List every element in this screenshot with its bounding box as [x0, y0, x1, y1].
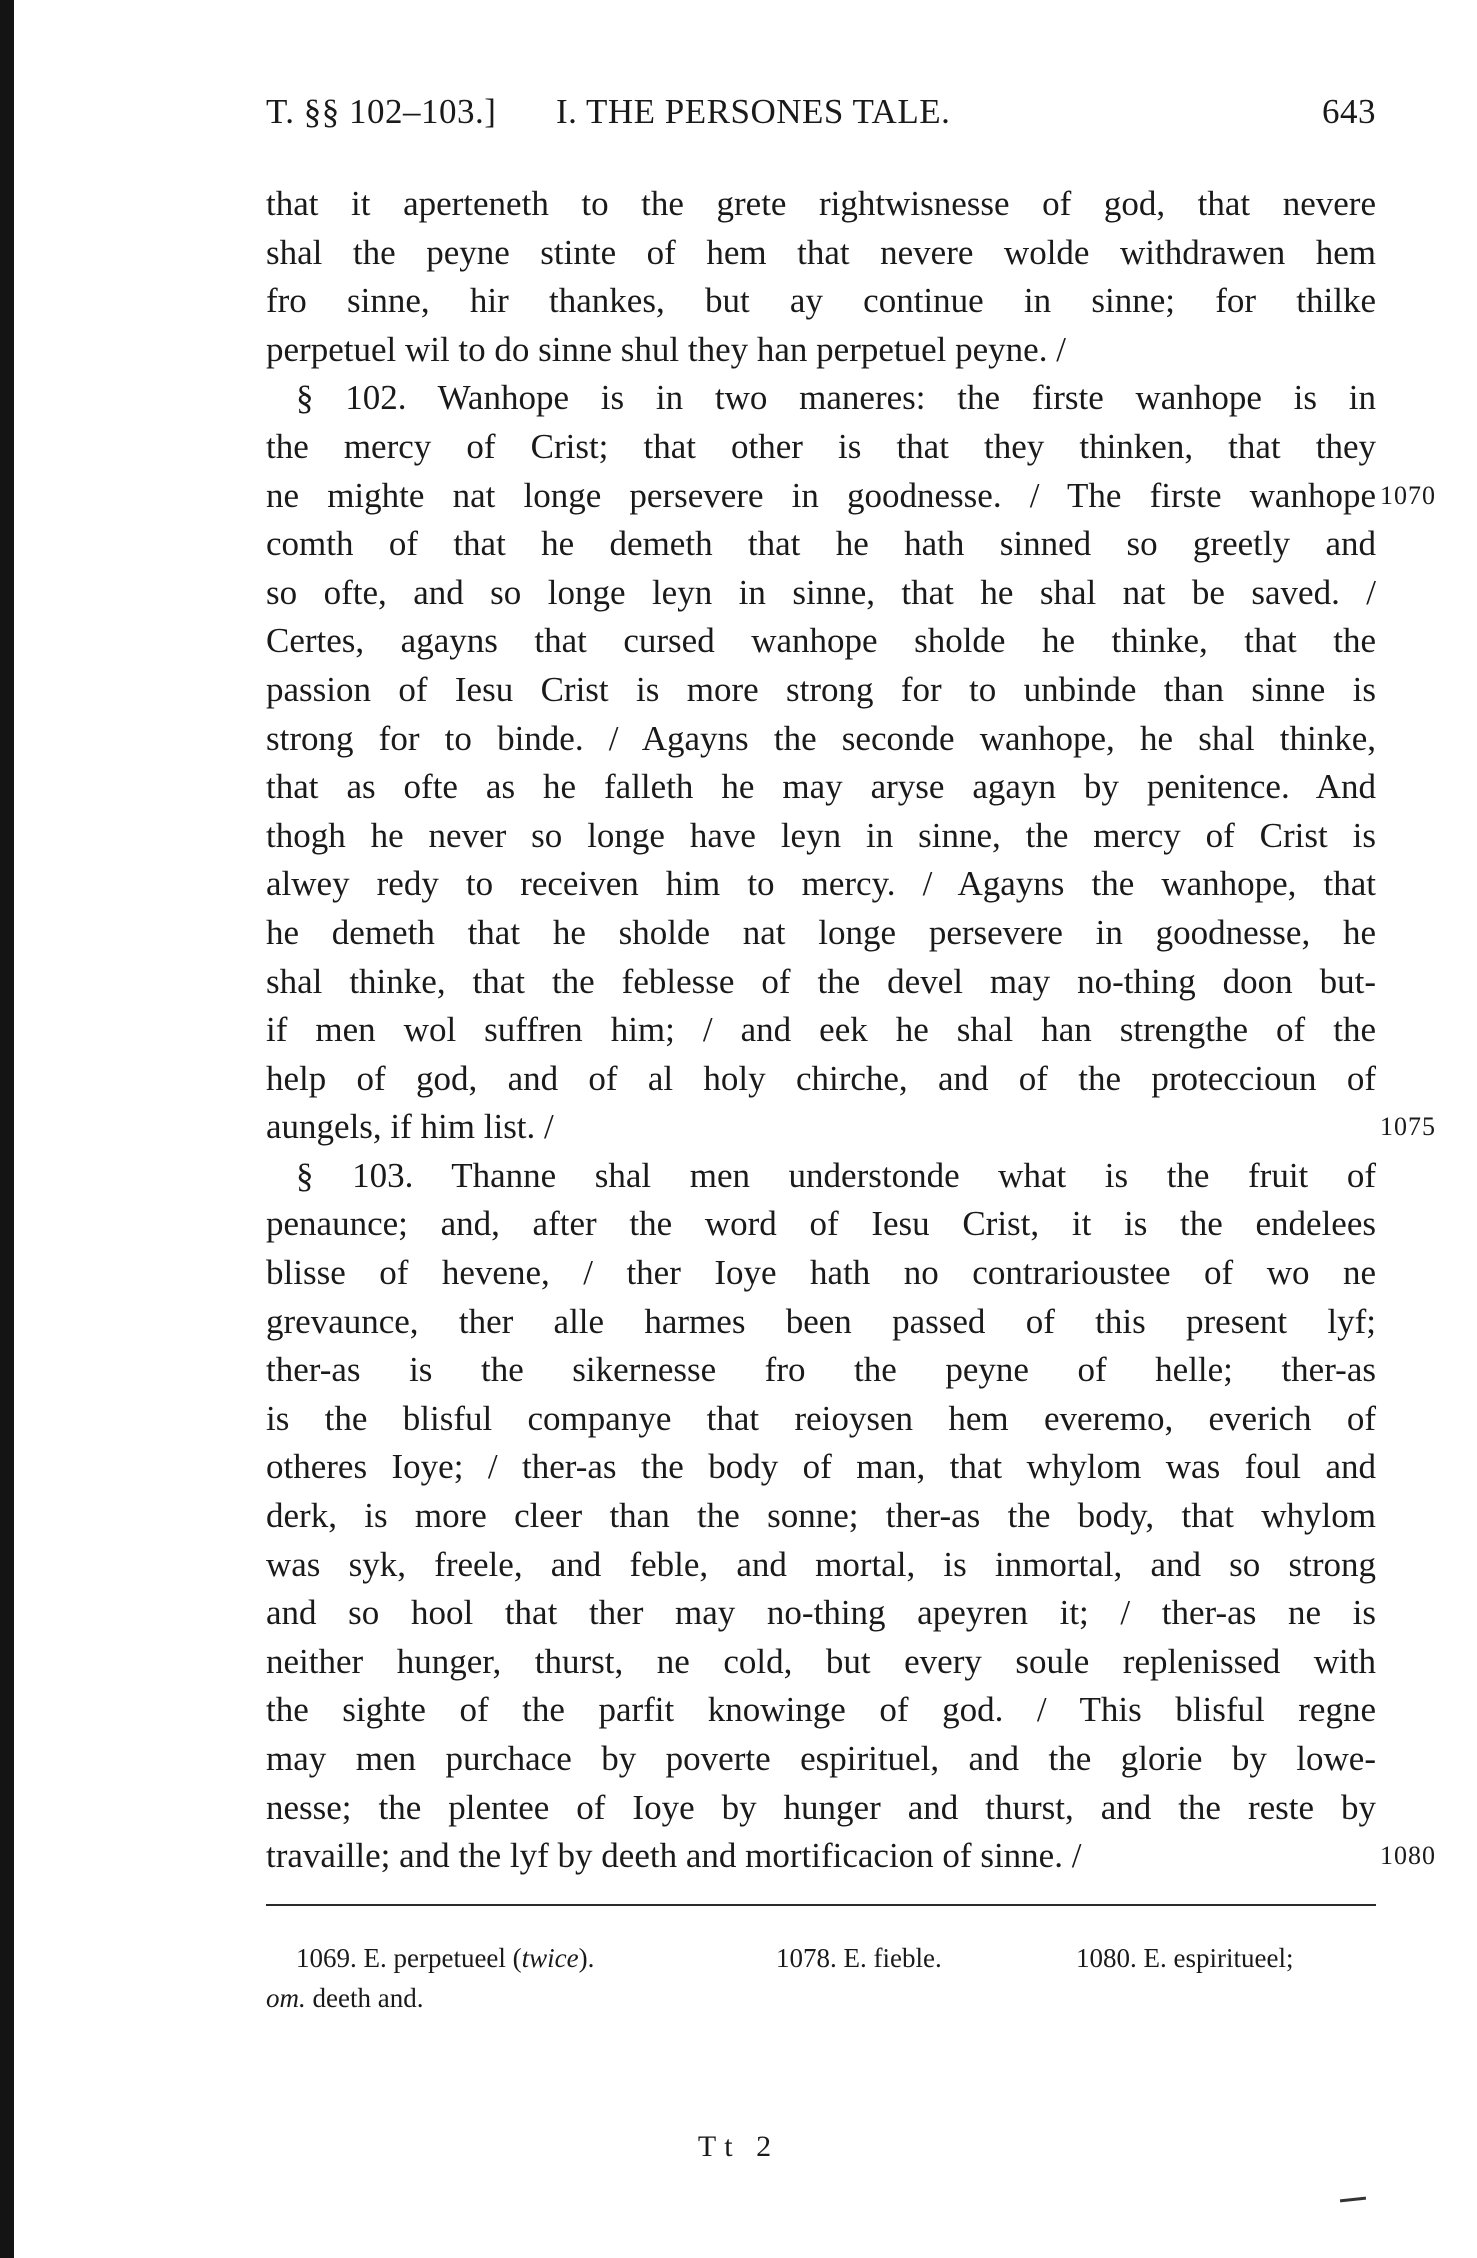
text-line: comth of that he demeth that he hath sinned so greetly and: [266, 524, 1376, 564]
scan-edge-bar: [0, 0, 14, 2258]
text-line: alwey redy to receiven him to mercy. / Agayns the wanhope, that: [266, 864, 1376, 904]
text-line: thogh he never so longe have leyn in sinne, the mercy of Crist is: [266, 815, 1376, 855]
text-line: fro sinne, hir thankes, but ay continue in sinne; for thilke: [266, 281, 1376, 321]
text-line: help of god, and of al holy chirche, and of the proteccioun of: [266, 1058, 1376, 1098]
text-line: the mercy of Crist; that other is that they thinken, that they: [266, 426, 1376, 466]
text-line: otheres Ioye; / ther-as the body of man, that whylom was foul and: [266, 1447, 1376, 1487]
text-line: grevaunce, ther alle harmes been passed of this present lyf;: [266, 1301, 1376, 1341]
footnote-1069: 1069. E. perpetueel (twice).: [296, 1943, 595, 1973]
text-line: § 103. Thanne shal men understonde what is the fruit of: [296, 1155, 1376, 1195]
text-line: that it aperteneth to the grete rightwisnesse of god, that nevere: [266, 184, 1376, 223]
text-line: if men wol suffren him; / and eek he shal han strengthe of the: [266, 1010, 1376, 1050]
text-line: strong for to binde. / Agayns the seconde wanhope, he shal thinke,: [266, 718, 1376, 758]
text-line: shal thinke, that the feblesse of the devel may no-thing doon but-: [266, 961, 1376, 1001]
body-text: [266, 180, 1376, 1881]
text-line: penaunce; and, after the word of Iesu Crist, it is the endelees: [266, 1204, 1376, 1244]
text-line: ther-as is the sikernesse fro the peyne of helle; ther-as: [266, 1350, 1376, 1390]
signature-mark: Tt 2: [697, 2130, 780, 2163]
page-title: I. THE PERSONES TALE.: [556, 92, 951, 131]
footnote-1078: 1078. E. fieble.: [776, 1943, 942, 1973]
footnotes: [266, 1938, 1376, 2018]
text-line: derk, is more cleer than the sonne; ther-as the body, that whylom: [266, 1496, 1376, 1536]
text-line: may men purchace by poverte espirituel, and the glorie by lowe-: [266, 1739, 1376, 1778]
text-line: ne mighte nat longe persevere in goodnesse. / The firste wanhope: [266, 475, 1376, 515]
text-line: passion of Iesu Crist is more strong for to unbinde than sinne is: [266, 669, 1376, 709]
text-line: aungels, if him list. /: [266, 1107, 554, 1147]
page-number: 643: [1322, 92, 1376, 131]
text-line: he demeth that he sholde nat longe persevere in goodnesse, he: [266, 912, 1376, 952]
text-line: blisse of hevene, / ther Ioye hath no contrarioustee of wo ne: [266, 1253, 1376, 1293]
text-line: and so hool that ther may no-thing apeyren it; / ther-as ne is: [266, 1593, 1376, 1633]
text-line: nesse; the plentee of Ioye by hunger and thurst, and the reste by: [266, 1787, 1376, 1827]
text-line: shal the peyne stinte of hem that nevere wolde withdrawen hem: [266, 232, 1376, 272]
section-reference: T. §§ 102–103.]: [266, 92, 497, 131]
line-number: 1070: [1380, 480, 1436, 510]
footnote-1080: 1080. E. espiritueel;: [1076, 1943, 1294, 1973]
text-line: the sighte of the parfit knowinge of god. / This blisful regne: [266, 1690, 1376, 1730]
text-line: was syk, freele, and feble, and mortal, is inmortal, and so strong: [266, 1544, 1376, 1584]
text-line: that as ofte as he falleth he may aryse agayn by penitence. And: [266, 767, 1376, 807]
text-line: is the blisful companye that reioysen hem everemo, everich of: [266, 1398, 1376, 1438]
text-line: § 102. Wanhope is in two maneres: the firste wanhope is in: [296, 378, 1376, 418]
running-head: [266, 92, 1376, 144]
footnote-rule: [266, 1904, 1376, 1906]
text-line: Certes, agayns that cursed wanhope sholde he thinke, that the: [266, 621, 1376, 661]
text-line: travaille; and the lyf by deeth and mortificacion of sinne. /: [266, 1836, 1082, 1876]
scan-speck: [1340, 2197, 1366, 2203]
line-number: 1075: [1380, 1112, 1436, 1142]
text-line: perpetuel wil to do sinne shul they han perpetuel peyne. /: [266, 329, 1066, 369]
text-line: neither hunger, thurst, ne cold, but every soule replenissed with: [266, 1641, 1376, 1681]
footnote-continuation: om. deeth and.: [266, 1983, 424, 2013]
text-line: so ofte, and so longe leyn in sinne, that he shal nat be saved. /: [266, 572, 1376, 612]
line-number: 1080: [1380, 1841, 1436, 1871]
